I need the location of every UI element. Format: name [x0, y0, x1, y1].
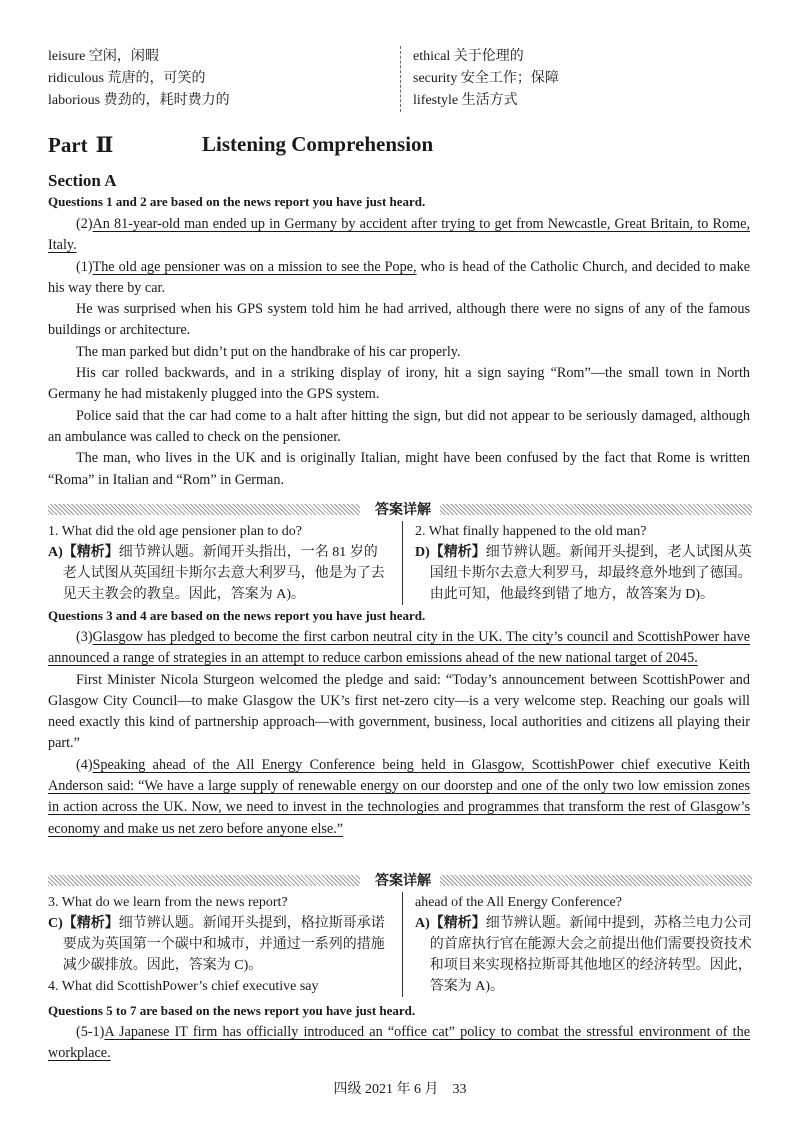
- passage-paragraph: The man, who lives in the UK and is originally Italian, might have been confused by the fact that Rome is written “Roma” in Italian and “Rom” in German.: [48, 450, 750, 488]
- passage-paragraph: [48, 755, 750, 840]
- banner-pattern: [48, 504, 360, 515]
- part-label: Part: [48, 133, 88, 157]
- analysis-text: 细节辨认题。新闻中提到，苏格兰电力公司的首席执行官在能源大会之前提出他们需要投资技术和项目来实现格拉斯哥其他地区的经济转型。因此，答案为 A)。: [429, 916, 752, 994]
- passage-paragraph: [48, 627, 750, 670]
- answer-marker: (3): [76, 629, 93, 645]
- vocabulary-left-column: [48, 46, 388, 112]
- news-passage-3: [48, 1022, 750, 1065]
- analysis-text: 细节辨认题。新闻开头提到，格拉斯哥承诺要成为英国第一个碳中和城市，并通过一系列的措施减少碳排放。因此，答案为 C)。: [62, 916, 385, 973]
- key-sentence: Speaking ahead of the All Energy Conference being held in Glasgow, ScottishPower chief executive Keith Anderson said: “We have a large supply of renewable energy on our doorstep and one of the only two low emission zones in action across the UK. Now, we need to invest in the technologies and programmes that transform the rest of Glasgow’s economy and make us net zero before anyone else.”: [48, 756, 750, 837]
- vocabulary-right-column: [400, 46, 773, 112]
- part-title: [48, 132, 434, 158]
- answer-letter: A): [48, 545, 63, 560]
- banner-pattern: [440, 504, 752, 515]
- question-group-header: Questions 5 to 7 are based on the news report you have just heard.: [48, 1003, 416, 1018]
- vocab-item: laborious 费劲的，耗时费力的: [48, 93, 230, 108]
- analysis-tag: 【精析】: [62, 916, 119, 931]
- answer-explanation: [415, 542, 765, 605]
- banner-pattern: [440, 875, 752, 886]
- vocab-item: leisure 空闲，闲暇: [48, 49, 159, 64]
- answer-marker: (4): [76, 756, 93, 773]
- banner-pattern: [48, 875, 360, 886]
- passage-paragraph: [48, 1022, 750, 1065]
- analysis-tag: 【精析】: [429, 916, 486, 931]
- question-text: 3. What do we learn from the news report?: [48, 895, 288, 910]
- answer-block-1: [48, 521, 752, 605]
- question-text: 4. What did ScottishPower’s chief executive say: [48, 979, 319, 994]
- key-sentence: Glasgow has pledged to become the first carbon neutral city in the UK. The city’s council and ScottishPower have announced a range of strategies in an attempt to reduce carbon emissions ahead of the new national target of 2045.: [48, 629, 750, 667]
- key-sentence: An 81-year-old man ended up in Germany by accident after trying to get from Newcastle, Great Britain, to Rome, Italy.: [48, 216, 750, 254]
- key-sentence: A Japanese IT firm has officially introduced an “office cat” policy to combat the stressful environment of the workplace.: [48, 1024, 750, 1062]
- answer-section-banner: [48, 500, 752, 518]
- analysis-tag: 【精析】: [429, 545, 486, 560]
- page-footer: 四级 2021 年 6 月 33: [333, 1082, 467, 1097]
- answer-explanation: [415, 913, 765, 997]
- answer-section-title: 答案详解: [375, 873, 431, 889]
- answer-marker: (2): [76, 216, 93, 232]
- passage-paragraph: (1)The old age pensioner was on a mission to see the Pope, who is head of the Catholic Church, and decided to make his way there by car.: [48, 258, 750, 296]
- analysis-text: 细节辨认题。新闻开头提到，老人试图从英国纽卡斯尔去意大利罗马，却最终意外地到了德国。由此可知，他最终到错了地方，故答案为 D)。: [429, 545, 752, 602]
- answer-letter: D): [415, 545, 430, 560]
- news-passage-1: [48, 214, 750, 491]
- answer-letter: A): [415, 916, 430, 931]
- question-text: 1. What did the old age pensioner plan to do?: [48, 524, 303, 539]
- passage-paragraph: He was surprised when his GPS system told him he had arrived, although there were no signs of any of the famous buildings or architecture.: [48, 301, 750, 339]
- answer-section-banner: [48, 871, 752, 889]
- answer-marker: (1): [76, 258, 93, 275]
- vocab-item: ethical 关于伦理的: [413, 49, 524, 64]
- passage-paragraph: The man parked but didn’t put on the handbrake of his car properly.: [76, 343, 461, 360]
- news-passage-2: [48, 627, 750, 840]
- part-number: Ⅱ: [95, 133, 114, 157]
- answer-letter: C): [48, 916, 63, 931]
- answer-section-title: 答案详解: [375, 502, 431, 518]
- passage-paragraph: His car rolled backwards, and in a striking display of irony, hit a sign saying “Rom”—the small town in North Germany he had mistakenly plugged into the GPS system.: [48, 365, 750, 403]
- passage-paragraph: First Minister Nicola Sturgeon welcomed the pledge and said: “Today’s announcement between ScottishPower and Glasgow City Council—to make Glasgow the UK’s first net-zero city—is a very welcome step. Reaching our goals will need exactly this kind of partnership approach—with government, business, local authorities and citizens all playing their part.”: [48, 671, 750, 752]
- answer-column: [48, 892, 390, 997]
- passage-paragraph: Police said that the car had come to a halt after hitting the sign, but did not appear to be seriously damaged, although an ambulance was called to check on the pensioner.: [48, 407, 750, 445]
- question-text: 2. What finally happened to the old man?: [415, 524, 647, 539]
- answer-explanation: [48, 913, 390, 976]
- answer-column: [48, 521, 390, 605]
- question-group-header: Questions 1 and 2 are based on the news report you have just heard.: [48, 194, 426, 209]
- key-sentence: The old age pensioner was on a mission to see the Pope,: [92, 258, 417, 275]
- section-title: Section A: [48, 171, 117, 190]
- analysis-tag: 【精析】: [62, 545, 119, 560]
- vocab-item: ridiculous 荒唐的，可笑的: [48, 71, 206, 86]
- vocab-item: security 安全工作；保障: [413, 71, 559, 86]
- answer-block-2: [48, 892, 752, 997]
- vocab-item: lifestyle 生活方式: [413, 93, 518, 108]
- answer-explanation: [48, 542, 390, 605]
- question-text: ahead of the All Energy Conference?: [415, 895, 622, 910]
- answer-marker: (5-1): [76, 1024, 105, 1040]
- part-name: Listening Comprehension: [202, 132, 434, 156]
- answer-column: [402, 892, 765, 997]
- question-group-header: Questions 3 and 4 are based on the news report you have just heard.: [48, 608, 426, 623]
- answer-column: [402, 521, 765, 605]
- analysis-text: 细节辨认题。新闻开头指出，一名 81 岁的老人试图从英国纽卡斯尔去意大利罗马，他是为了去见天主教会的教皇。因此，答案为 A)。: [62, 545, 385, 602]
- passage-paragraph: [48, 214, 750, 257]
